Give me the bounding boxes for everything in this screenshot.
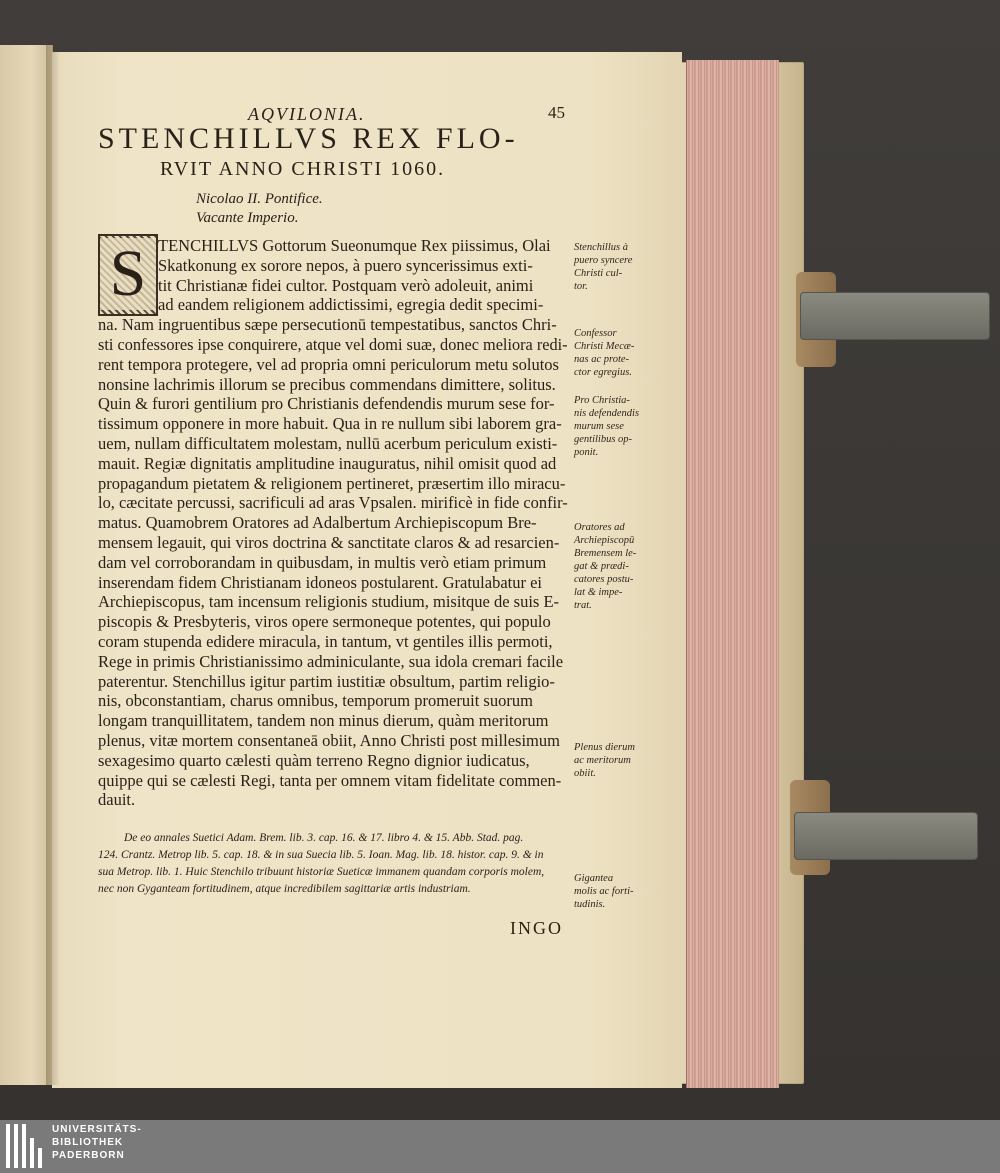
catchword: INGO — [510, 918, 563, 938]
margin-note-line: Christi Mecæ- — [574, 341, 635, 352]
body-line: inserendam fidem Christianam idoneos postularent. Gratulabatur ei — [98, 572, 543, 592]
page-number: 45 — [548, 103, 565, 122]
footnote-line: De eo annales Suetici Adam. Brem. lib. 3. cap. 16. & 17. libro 4. & 15. Abb. Stad. pag. — [124, 832, 524, 844]
library-footer-bar — [0, 1120, 1000, 1173]
margin-note-line: Stenchillus à — [574, 242, 628, 253]
body-line: lo, cæcitate percussi, sacrificuli ad aras Vpsalen. mirificè in fide confir- — [98, 493, 568, 513]
margin-note-line: tudinis. — [574, 899, 606, 910]
margin-note-line: ac meritorum — [574, 755, 631, 766]
margin-note-line: catores postu- — [574, 574, 634, 585]
footnote-line: nec non Gyganteam fortitudinem, atque incredibilem sagittariæ artis industriam. — [98, 883, 471, 895]
margin-note-line: trat. — [574, 600, 592, 611]
body-line: mauit. Regiæ dignitatis amplitudine inauguratus, nihil omisit quod ad — [98, 453, 557, 473]
decorated-initial — [98, 234, 158, 316]
body-line: sti confessores ipse conquirere, atque vel domi suæ, donec meliora redi- — [98, 335, 568, 354]
body-line: plenus, vitæ mortem consentaneā obiit, Anno Christi post millesimum — [98, 731, 560, 750]
margin-note-line: obiit. — [574, 768, 596, 779]
body-line: Rege in primis Christianissimo adminiculante, sua idola cremari facile — [98, 651, 564, 671]
margin-note-line: nas ac prote- — [574, 354, 630, 365]
body-line: na. Nam ingruentibus sæpe persecutionū tempestatibus, sanctos Chri- — [98, 315, 557, 335]
body-line: coram stupenda edidere miracula, in tantum, vt gentiles illis permoti, — [98, 632, 553, 651]
margin-note-line: nis defendendis — [574, 408, 640, 419]
body-line: Archiepiscopus, tam incensum religionis studium, misitque de suis E- — [98, 592, 560, 612]
body-line: dam vel corroborandam in quibusdam, in multis verò etiam primum — [98, 552, 547, 572]
margin-note-line: murum sese — [574, 421, 624, 432]
body-line: nonsine lachrimis illorum se precibus commendans dimittere, solitus. — [98, 374, 556, 394]
body-line: TENCHILLVS Gottorum Sueonumque Rex piissimus, Olai — [158, 236, 551, 255]
body-line: longam tranquillitatem, tandem non minus dierum, quàm meritorum — [98, 711, 549, 731]
body-line: rent tempora protegere, vel ad propria omni periculorum metu solutos — [98, 354, 559, 374]
body-line: dauit. — [98, 790, 136, 810]
footnote-line: sua Metrop. lib. 1. Huic Stenchilo tribuunt historiæ Sueticæ immanem quandam corporis molem, — [98, 866, 545, 878]
body-line: mensem legauit, qui viros doctrina & sanctitate claros & ad resarcien- — [98, 533, 560, 552]
library-logo-icon — [6, 1124, 44, 1168]
body-line: quippe qui se cælesti Regi, tanta per omnem vitam fidelitate commen- — [98, 770, 562, 790]
margin-note-line: Confessor — [574, 328, 617, 339]
margin-note-line: gentilibus op- — [574, 434, 633, 445]
margin-note-line: Bremensem le- — [574, 548, 637, 559]
empire-line: Vacante Imperio. — [196, 210, 299, 226]
margin-note-line: Gigantea — [574, 873, 614, 884]
margin-note-line: molis ac forti- — [574, 886, 634, 897]
margin-note-line: gat & prædi- — [574, 561, 629, 572]
margin-note-line: Oratores ad — [574, 522, 625, 533]
library-name-line-1: UNIVERSITÄTS- — [52, 1124, 142, 1135]
body-line: Quin & furori gentilium pro Christianis defendendis murum sese for- — [98, 394, 555, 414]
upper-clasp-metal — [800, 292, 990, 340]
margin-note-line: tor. — [574, 281, 588, 292]
running-head: AQVILONIA. — [248, 104, 366, 124]
body-line: nis, obconstantiam, charus omnibus, temporum promeruit suorum — [98, 691, 533, 711]
margin-note-line: ponit. — [574, 447, 599, 458]
body-line: ad eandem religionem addictissimi, egregia dedit specimi- — [158, 295, 544, 315]
body-line: propagandum pietatem & religionem pertineret, præsertim illo miracu- — [98, 473, 566, 493]
margin-note-line: Plenus dierum — [574, 742, 635, 753]
red-page-edges — [686, 60, 779, 1088]
chapter-title-line-2: RVIT ANNO CHRISTI 1060. — [160, 158, 446, 180]
body-line: tit Christianæ fidei cultor. Postquam verò adoleuit, animi — [158, 275, 534, 295]
gutter-shadow — [46, 45, 60, 1085]
footnote-line: 124. Crantz. Metrop lib. 5. cap. 18. & in sua Suecia lib. 5. Ioan. Mag. lib. 18. histor. cap. 9. & in — [98, 849, 544, 861]
chapter-title-line-1: STENCHILLVS REX FLO- — [98, 122, 519, 155]
body-line: Skatkonung ex sorore nepos, à puero syncerissimus exti- — [158, 255, 533, 275]
library-name-line-2: BIBLIOTHEK — [52, 1137, 124, 1148]
initial-letter: S — [100, 238, 156, 310]
body-line: tissimum opponere in more habuit. Qua in re nullum sibi laborem gra- — [98, 414, 562, 434]
margin-note-line: Christi cul- — [574, 268, 623, 279]
body-line: matus. Quamobrem Oratores ad Adalbertum Archiepiscopum Bre- — [98, 513, 537, 533]
body-line: paterentur. Stenchillus igitur partim iustitiæ obsultum, partim religio- — [98, 671, 555, 691]
margin-note-line: lat & impe- — [574, 587, 623, 598]
body-line: piscopis & Presbyteris, viros opere sermoneque potentes, qui populo — [98, 612, 551, 632]
pontiff-line: Nicolao II. Pontifice. — [196, 191, 323, 207]
margin-note-line: Pro Christia- — [574, 395, 630, 406]
margin-note-line: ctor egregius. — [574, 367, 632, 378]
margin-note-line: Archiepiscopū — [574, 535, 635, 546]
body-line: sexagesimo quarto cælesti quàm terreno Regno dignior iudicatus, — [98, 750, 530, 770]
body-line: uem, nullam difficultatem molestam, nullū acerbum periculum existi- — [98, 434, 558, 453]
lower-clasp-metal — [794, 812, 978, 860]
library-name-line-3: PADERBORN — [52, 1150, 125, 1161]
margin-note-line: puero syncere — [574, 255, 633, 266]
